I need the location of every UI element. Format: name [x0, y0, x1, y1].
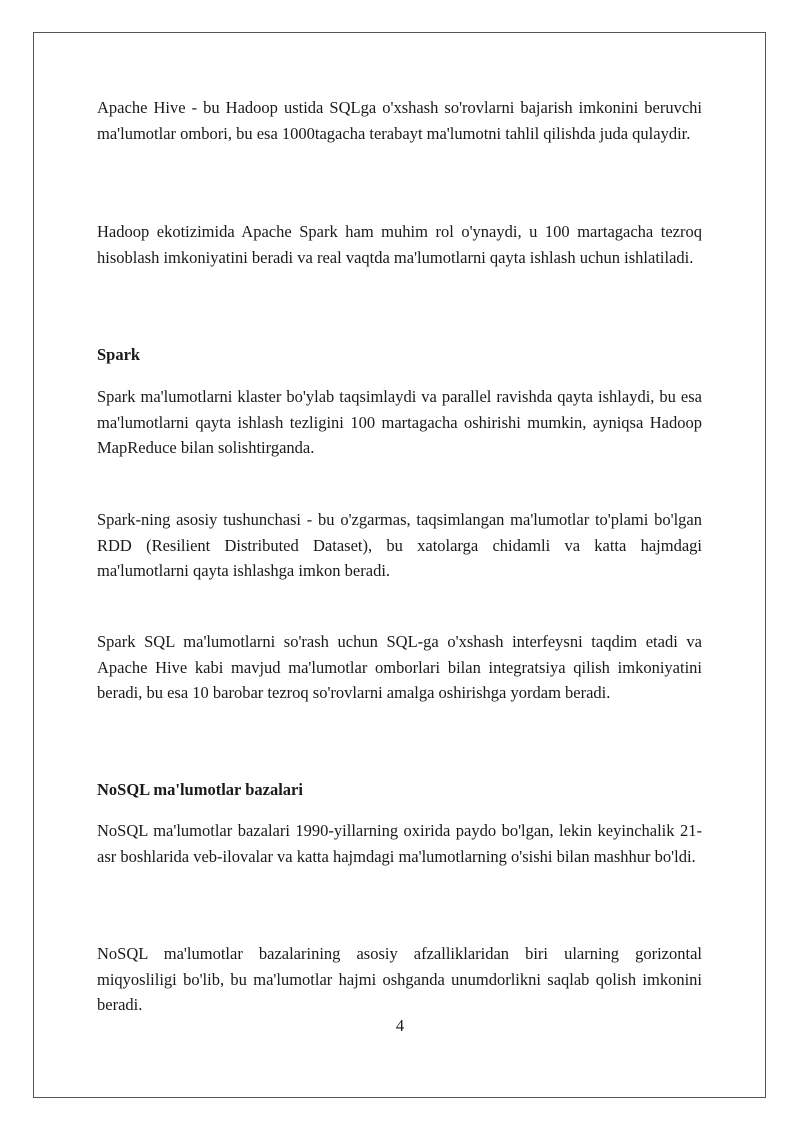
- paragraph-spark-cluster: Spark ma'lumotlarni klaster bo'ylab taqsimlaydi va parallel ravishda qayta ishlaydi, bu esa ma'lumotlarni qayta ishlash tezligini 100 martagacha oshirishi mumkin, ayniqsa Hadoop MapReduce bilan solishtirganda.: [97, 387, 702, 457]
- page-number: 4: [395, 1016, 405, 1035]
- section-heading-spark: Spark: [97, 345, 141, 364]
- section-heading-nosql: NoSQL ma'lumotlar bazalari: [97, 780, 303, 799]
- paragraph-apache-hive: Apache Hive - bu Hadoop ustida SQLga o'xshash so'rovlarni bajarish imkonini beruvchi ma'lumotlar ombori, bu esa 1000tagacha terabayt ma'lumotni tahlil qilishda juda qulaydir.: [97, 98, 702, 143]
- paragraph-hadoop-spark: Hadoop ekotizimida Apache Spark ham muhim rol o'ynaydi, u 100 martagacha tezroq hisoblash imkoniyatini beradi va real vaqtda ma'lumotlarni qayta ishlash uchun ishlatiladi.: [97, 222, 702, 267]
- paragraph-spark-sql: Spark SQL ma'lumotlarni so'rash uchun SQL-ga o'xshash interfeysni taqdim etadi va Apache Hive kabi mavjud ma'lumotlar omborlari bilan integratsiya qilish imkoniyatini beradi, bu esa 10 barobar tezroq so'rovlarni amalga oshirishga yordam beradi.: [97, 632, 702, 702]
- paragraph-spark-rdd: Spark-ning asosiy tushunchasi - bu o'zgarmas, taqsimlangan ma'lumotlar to'plami bo'lgan RDD (Resilient Distributed Dataset), bu xatolarga chidamli va katta hajmdagi ma'lumotlarni qayta ishlashga imkon beradi.: [97, 510, 702, 580]
- paragraph-nosql-history: NoSQL ma'lumotlar bazalari 1990-yillarning oxirida paydo bo'lgan, lekin keyinchalik 21-asr boshlarida veb-ilovalar va katta hajmdagi ma'lumotlarning o'sishi bilan mashhur bo'ldi.: [97, 821, 702, 866]
- paragraph-nosql-scaling: NoSQL ma'lumotlar bazalarining asosiy afzalliklaridan biri ularning gorizontal miqyosliligi bo'lib, bu ma'lumotlar hajmi oshganda unumdorlikni saqlab qolish imkonini beradi.: [97, 944, 702, 1014]
